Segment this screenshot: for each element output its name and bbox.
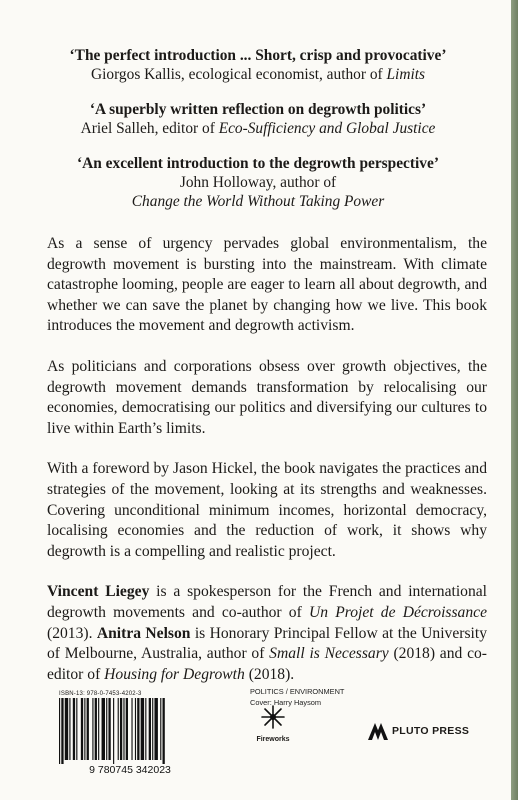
author-name-1: Vincent Liegey (47, 583, 150, 601)
author-name-2: Anitra Nelson (96, 624, 191, 642)
endorsement-attribution: Giorgos Kallis, ecological economist, author of Limits (91, 66, 425, 83)
description-paragraph-3: With a foreword by Jason Hickel, the book navigates the practices and strategies of the movement, looking at its strengths and weaknesses. Covering unconditional minimum incomes, horizontal democracy, localising economies and the reduction of work, it shows why degrowth is a compelling and realistic project. (47, 460, 487, 560)
endorsement-attribution: Ariel Salleh, editor of Eco-Sufficiency and Global Justice (80, 120, 436, 137)
endorsement-attribution-title: Change the World Without Taking Power (131, 193, 385, 210)
endorsements (30, 46, 486, 227)
endorsement-quote: ‘An excellent introduction to the degrowth perspective’ (77, 155, 439, 172)
description-paragraph-2: As politicians and corporations obsess over growth objectives, the degrowth movement demands transformation by relocalising our economies, democratising our politics and diversifying our cultures to live within Earth’s limits. (47, 357, 487, 437)
author-bio: Vincent Liegey is a spokesperson for the French and international degrowth movements and co-author of Un Projet de Décroissance (2013). Anitra Nelson is Honorary Principal Fellow at the University of Melbourne, Australia, author of Small is Necessary (2018) and co-editor of Housing for Degrowth (2018). (47, 583, 487, 683)
endorsement-attribution: John Holloway, author of (179, 174, 337, 191)
endorsement-3 (30, 154, 486, 211)
pluto-press-logo (367, 719, 487, 743)
endorsement-quote: ‘A superbly written reflection on degrowth politics’ (89, 101, 427, 118)
description-paragraph-1: As a sense of urgency pervades global environmentalism, the degrowth movement is bursting into the mainstream. With climate catastrophe looming, people are eager to learn all about degrowth, and whether we can save the planet by changing how we live. This book introduces the movement and degrowth activism. (47, 235, 487, 335)
spine-edge (511, 0, 518, 800)
endorsement-1 (30, 46, 486, 84)
fireworks-label: Fireworks (256, 736, 290, 743)
fireworks-icon (260, 704, 286, 730)
barcode-digits: 9 780745 342023 (89, 764, 171, 776)
pluto-press-label: PLUTO PRESS (392, 725, 470, 737)
isbn-barcode (49, 690, 211, 776)
pluto-press-icon (367, 721, 389, 741)
endorsement-2 (30, 100, 486, 138)
description (47, 234, 487, 685)
barcode-graphic (49, 698, 211, 776)
endorsement-quote: ‘The perfect introduction ... Short, crisp and provocative’ (69, 47, 447, 64)
subject-category: POLITICS / ENVIRONMENT (250, 687, 345, 696)
fireworks-logo (253, 704, 293, 748)
cover-credit: Cover: Harry Haysom (250, 698, 322, 707)
isbn-label: ISBN-13: 978-0-7453-4202-3 (59, 691, 142, 697)
